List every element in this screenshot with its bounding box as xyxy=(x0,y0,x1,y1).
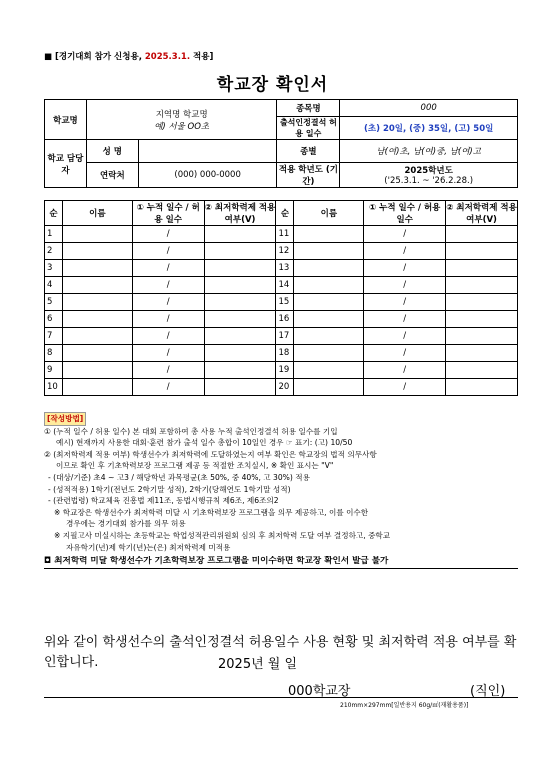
min-cell[interactable] xyxy=(204,260,276,277)
row-no: 10 xyxy=(45,379,63,396)
student-name-cell[interactable] xyxy=(294,311,364,328)
student-name-cell[interactable] xyxy=(294,345,364,362)
sport-label: 종목명 xyxy=(277,100,340,117)
row-no: 7 xyxy=(45,328,63,345)
table-row xyxy=(45,311,518,328)
row-no: 1 xyxy=(45,226,63,243)
student-name-cell[interactable] xyxy=(294,362,364,379)
table-row xyxy=(45,260,518,277)
min-cell[interactable] xyxy=(204,379,276,396)
method-line-7: - (관련법령) 학교체육 진흥법 제11조, 동법시행규칙 제6조, 제6조의2 xyxy=(48,496,279,506)
contact-field[interactable]: (000) 000-0000 xyxy=(138,163,277,188)
row-no: 13 xyxy=(276,260,294,277)
confirm-date[interactable]: 2025년 월 일 xyxy=(218,657,298,672)
min-cell[interactable] xyxy=(204,277,276,294)
days-cell[interactable]: / xyxy=(132,311,204,328)
row-no: 15 xyxy=(276,294,294,311)
min-cell[interactable] xyxy=(446,226,518,243)
method-line-4: 이므로 확인 후 기초학력보장 프로그램 제공 등 적절한 조치실시, ※ 확인 표시는 "V" xyxy=(56,461,334,471)
info-table xyxy=(44,99,518,188)
student-name-cell[interactable] xyxy=(62,243,132,260)
student-name-cell[interactable] xyxy=(294,260,364,277)
days-cell[interactable]: / xyxy=(364,260,446,277)
row-no: 12 xyxy=(276,243,294,260)
student-name-cell[interactable] xyxy=(62,362,132,379)
table-row xyxy=(45,243,518,260)
col-no: 순 xyxy=(45,201,63,226)
table-row xyxy=(45,294,518,311)
row-no: 17 xyxy=(276,328,294,345)
min-cell[interactable] xyxy=(446,294,518,311)
min-cell[interactable] xyxy=(204,345,276,362)
row-no: 5 xyxy=(45,294,63,311)
year-value: 2025학년도 ('25.3.1. ~ '26.2.28.) xyxy=(340,163,518,188)
method-line-6: - (성적적용) 1학기(전년도 2학기말 성적), 2학기(당해연도 1학기말 성적) xyxy=(48,484,291,494)
student-name-cell[interactable] xyxy=(62,260,132,277)
manager-label: 학교 담당자 xyxy=(45,140,87,188)
min-cell[interactable] xyxy=(204,226,276,243)
days-cell[interactable]: / xyxy=(364,379,446,396)
days-cell[interactable]: / xyxy=(132,345,204,362)
student-name-cell[interactable] xyxy=(294,277,364,294)
days-cell[interactable]: / xyxy=(364,328,446,345)
student-name-cell[interactable] xyxy=(294,294,364,311)
method-label: [작성방법] xyxy=(44,412,86,426)
min-cell[interactable] xyxy=(204,311,276,328)
school-head: 000학교장 xyxy=(288,684,351,699)
min-cell[interactable] xyxy=(446,311,518,328)
method-line-2: 예시) 현재까지 사용한 대회·훈련 참가 출석 일수 총합이 10일인 경우 ☞ 표기: (고) 10/50 xyxy=(56,438,353,448)
paper-spec: 210mm×297mm[일반용지 60g/㎡(재활용품)] xyxy=(340,702,469,709)
method-line-11: 자유학기(년)제 학기(년)는(은) 최저학력제 미적용 xyxy=(66,542,231,552)
method-line-3: ② (최저학력제 적용 여부) 학생선수가 최저학력에 도달하였는지 여부 확인은 학교장의 법적 의무사항 xyxy=(44,449,377,459)
student-name-cell[interactable] xyxy=(294,226,364,243)
min-cell[interactable] xyxy=(446,277,518,294)
student-name-cell[interactable] xyxy=(62,277,132,294)
contact-label: 연락처 xyxy=(86,163,138,188)
student-table xyxy=(44,200,518,396)
student-name-cell[interactable] xyxy=(294,328,364,345)
student-name-cell[interactable] xyxy=(62,311,132,328)
days-cell[interactable]: / xyxy=(364,311,446,328)
writing-method xyxy=(44,412,518,569)
min-cell[interactable] xyxy=(446,345,518,362)
days-cell[interactable]: / xyxy=(364,277,446,294)
days-cell[interactable]: / xyxy=(364,362,446,379)
student-name-cell[interactable] xyxy=(294,379,364,396)
allow-label: 출석인정결석 허용 일수 xyxy=(277,117,340,140)
school-value[interactable]: 지역명 학교명 예) 서울 OO초 xyxy=(86,100,277,140)
table-row xyxy=(45,277,518,294)
gender-label: 종별 xyxy=(277,140,340,163)
student-name-cell[interactable] xyxy=(62,379,132,396)
days-cell[interactable]: / xyxy=(132,260,204,277)
col-days: ① 누적 일수 / 허용 일수 xyxy=(132,201,204,226)
table-row xyxy=(45,379,518,396)
row-no: 19 xyxy=(276,362,294,379)
min-cell[interactable] xyxy=(446,362,518,379)
school-label: 학교명 xyxy=(45,100,87,140)
row-no: 2 xyxy=(45,243,63,260)
days-cell[interactable]: / xyxy=(364,294,446,311)
row-no: 8 xyxy=(45,345,63,362)
bottom-rule xyxy=(44,697,518,698)
row-no: 3 xyxy=(45,260,63,277)
col-name-right: 이름 xyxy=(294,201,364,226)
table-row xyxy=(45,362,518,379)
days-cell[interactable]: / xyxy=(132,226,204,243)
gender-value[interactable]: 남(여)초, 남(여)중, 남(여)고 xyxy=(340,140,518,163)
min-cell[interactable] xyxy=(204,362,276,379)
method-line-10: ※ 지필고사 미실시하는 초등학교는 학업성적관리위원회 심의 후 최저학력 도달 여부 결정하고, 중학교 xyxy=(54,530,391,540)
row-no: 9 xyxy=(45,362,63,379)
row-no: 11 xyxy=(276,226,294,243)
student-name-cell[interactable] xyxy=(62,226,132,243)
warning-line: ◘ 최저학력 미달 학생선수가 기초학력보장 프로그램을 미이수하면 학교장 확인서 발급 불가 xyxy=(44,556,518,569)
row-no: 18 xyxy=(276,345,294,362)
name-label: 성 명 xyxy=(86,140,138,163)
student-name-cell[interactable] xyxy=(62,328,132,345)
row-no: 6 xyxy=(45,311,63,328)
col-min: ② 최저학력제 적용여부(V) xyxy=(204,201,276,226)
min-cell[interactable] xyxy=(446,328,518,345)
min-cell[interactable] xyxy=(204,294,276,311)
row-no: 14 xyxy=(276,277,294,294)
min-cell[interactable] xyxy=(204,328,276,345)
days-cell[interactable]: / xyxy=(132,379,204,396)
col-name: 이름 xyxy=(62,201,132,226)
method-line-9: 경우에는 경기대회 참가를 의무 허용 xyxy=(66,519,186,529)
days-cell[interactable]: / xyxy=(132,362,204,379)
year-label: 적용 학년도 (기간) xyxy=(277,163,340,188)
min-cell[interactable] xyxy=(446,243,518,260)
table-row xyxy=(45,226,518,243)
method-line-1: ① (누적 일수 / 허용 일수) 본 대회 포함하여 총 사용 누적 출석인정결석 허용 일수를 기입 xyxy=(44,426,338,436)
days-cell[interactable]: / xyxy=(132,294,204,311)
row-no: 16 xyxy=(276,311,294,328)
table-row xyxy=(45,345,518,362)
col-min-right: ② 최저학력제 적용여부(V) xyxy=(446,201,518,226)
days-cell[interactable]: / xyxy=(364,243,446,260)
min-cell[interactable] xyxy=(204,243,276,260)
col-no-right: 순 xyxy=(276,201,294,226)
top-note: ■ [경기대회 참가 신청용, 2025.3.1. 적용] xyxy=(44,52,214,62)
row-no: 20 xyxy=(276,379,294,396)
table-row xyxy=(45,328,518,345)
col-days-right: ① 누적 일수 / 허용 일수 xyxy=(364,201,446,226)
days-cell[interactable]: / xyxy=(132,243,204,260)
student-name-cell[interactable] xyxy=(62,345,132,362)
seal: (직인) xyxy=(470,684,506,699)
name-field[interactable] xyxy=(138,140,277,163)
method-line-8: ※ 학교장은 학생선수가 최저학력 미달 시 기초학력보장 프로그램을 의무 제공하고, 이를 이수한 xyxy=(54,507,369,517)
student-name-cell[interactable] xyxy=(294,243,364,260)
days-cell[interactable]: / xyxy=(132,277,204,294)
student-name-cell[interactable] xyxy=(62,294,132,311)
sport-value[interactable]: 000 xyxy=(340,100,518,117)
page-title: 학교장 확인서 xyxy=(216,75,329,95)
allow-value: (초) 20일, (중) 35일, (고) 50일 xyxy=(340,117,518,140)
days-cell[interactable]: / xyxy=(132,328,204,345)
confirm-text: 위와 같이 학생선수의 출석인정결석 허용일수 사용 현황 및 최저학력 적용 여부를 확인합니다. xyxy=(44,635,517,670)
min-cell[interactable] xyxy=(446,379,518,396)
min-cell[interactable] xyxy=(446,260,518,277)
row-no: 4 xyxy=(45,277,63,294)
days-cell[interactable]: / xyxy=(364,226,446,243)
method-line-5: - (대상/기준) 초4 ~ 고3 / 해당학년 과목평균(초 50%, 중 40%, 고 30%) 적용 xyxy=(48,472,310,482)
days-cell[interactable]: / xyxy=(364,345,446,362)
